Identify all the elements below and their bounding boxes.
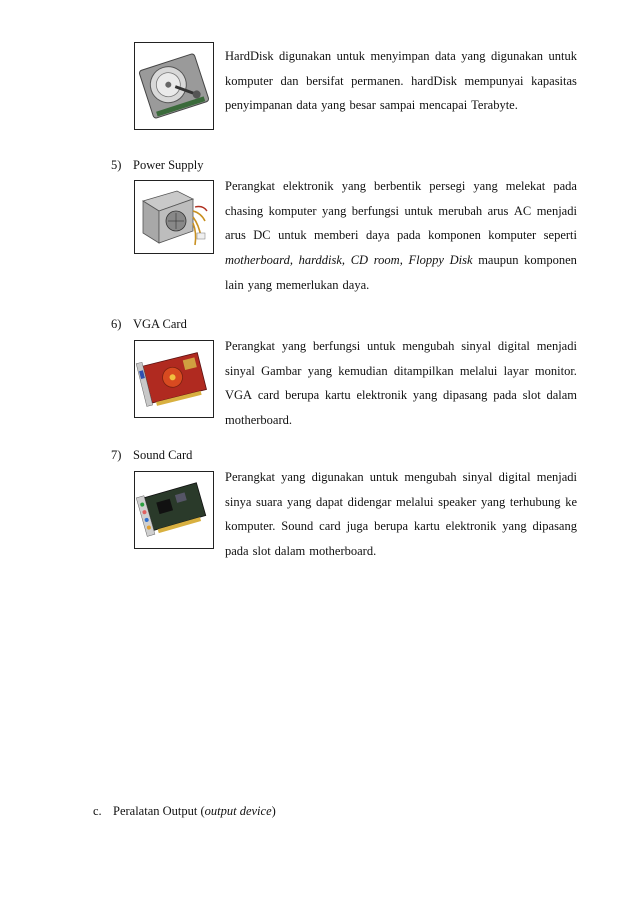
power-supply-image xyxy=(134,180,214,254)
section-c-close: ) xyxy=(271,804,276,818)
section-c-letter: c. xyxy=(93,804,102,818)
sound-card-heading xyxy=(111,447,192,463)
sound-card-line-4: pada slot dalam motherboard. xyxy=(225,544,377,559)
power-supply-number: 5) xyxy=(111,158,122,172)
sound-card-line-3: komputer. Sound card juga berupa kartu elektronik yang dipasang xyxy=(225,519,577,534)
sound-card-line-1: Perangkat yang digunakan untuk mengubah sinyal digital menjadi xyxy=(225,470,577,484)
power-supply-line-3: arus DC untuk memberi daya pada komponen komputer seperti xyxy=(225,228,577,243)
sound-card-title: Sound Card xyxy=(133,448,193,462)
vga-card-line-1: Perangkat yang berfungsi untuk mengubah sinyal digital menjadi xyxy=(225,339,577,353)
power-supply-line-2: chasing komputer yang berfungsi untuk merubah arus AC menjadi xyxy=(225,203,577,218)
power-supply-title: Power Supply xyxy=(133,158,204,172)
sound-card-icon xyxy=(135,472,213,548)
vga-card-line-2: sinyal Gambar yang kemudian ditampilkan melalui layar monitor. xyxy=(225,363,577,378)
power-supply-line-1: Perangkat elektronik yang berbentik persegi yang melekat pada xyxy=(225,179,577,193)
power-supply-icon xyxy=(135,181,213,253)
harddisk-line-1: HardDisk digunakan untuk menyimpan data yang digunakan untuk xyxy=(225,49,577,63)
section-c-heading xyxy=(93,803,276,819)
vga-card-image xyxy=(134,340,214,418)
section-c-text: Peralatan Output ( xyxy=(113,804,205,818)
power-supply-line-4: motherboard, harddisk, CD room, Floppy Disk maupun komponen xyxy=(225,253,577,268)
sound-card-number: 7) xyxy=(111,448,122,462)
vga-card-description xyxy=(225,334,577,433)
power-supply-description xyxy=(225,174,577,297)
harddisk-icon xyxy=(135,43,213,129)
vga-card-number: 6) xyxy=(111,317,122,331)
vga-card-line-3: VGA card berupa kartu elektronik yang dipasang pada slot dalam xyxy=(225,388,577,403)
harddisk-image xyxy=(134,42,214,130)
harddisk-line-2: komputer dan bersifat permanen. hardDisk mempunyai kapasitas xyxy=(225,73,577,88)
harddisk-line-3: penyimpanan data yang besar sampai mencapai Terabyte. xyxy=(225,98,518,113)
vga-card-line-4: motherboard. xyxy=(225,413,292,428)
vga-card-title: VGA Card xyxy=(133,317,187,331)
harddisk-description xyxy=(225,44,577,118)
sound-card-description xyxy=(225,465,577,564)
sound-card-line-2: sinya suara yang dapat didengar melalui speaker yang terhubung ke xyxy=(225,494,577,509)
power-supply-line-5: lain yang memerlukan daya. xyxy=(225,277,370,292)
vga-card-icon xyxy=(135,341,213,417)
vga-card-heading xyxy=(111,316,187,332)
sound-card-image xyxy=(134,471,214,549)
section-c-italic: output device xyxy=(204,804,272,818)
power-supply-heading xyxy=(111,157,204,173)
